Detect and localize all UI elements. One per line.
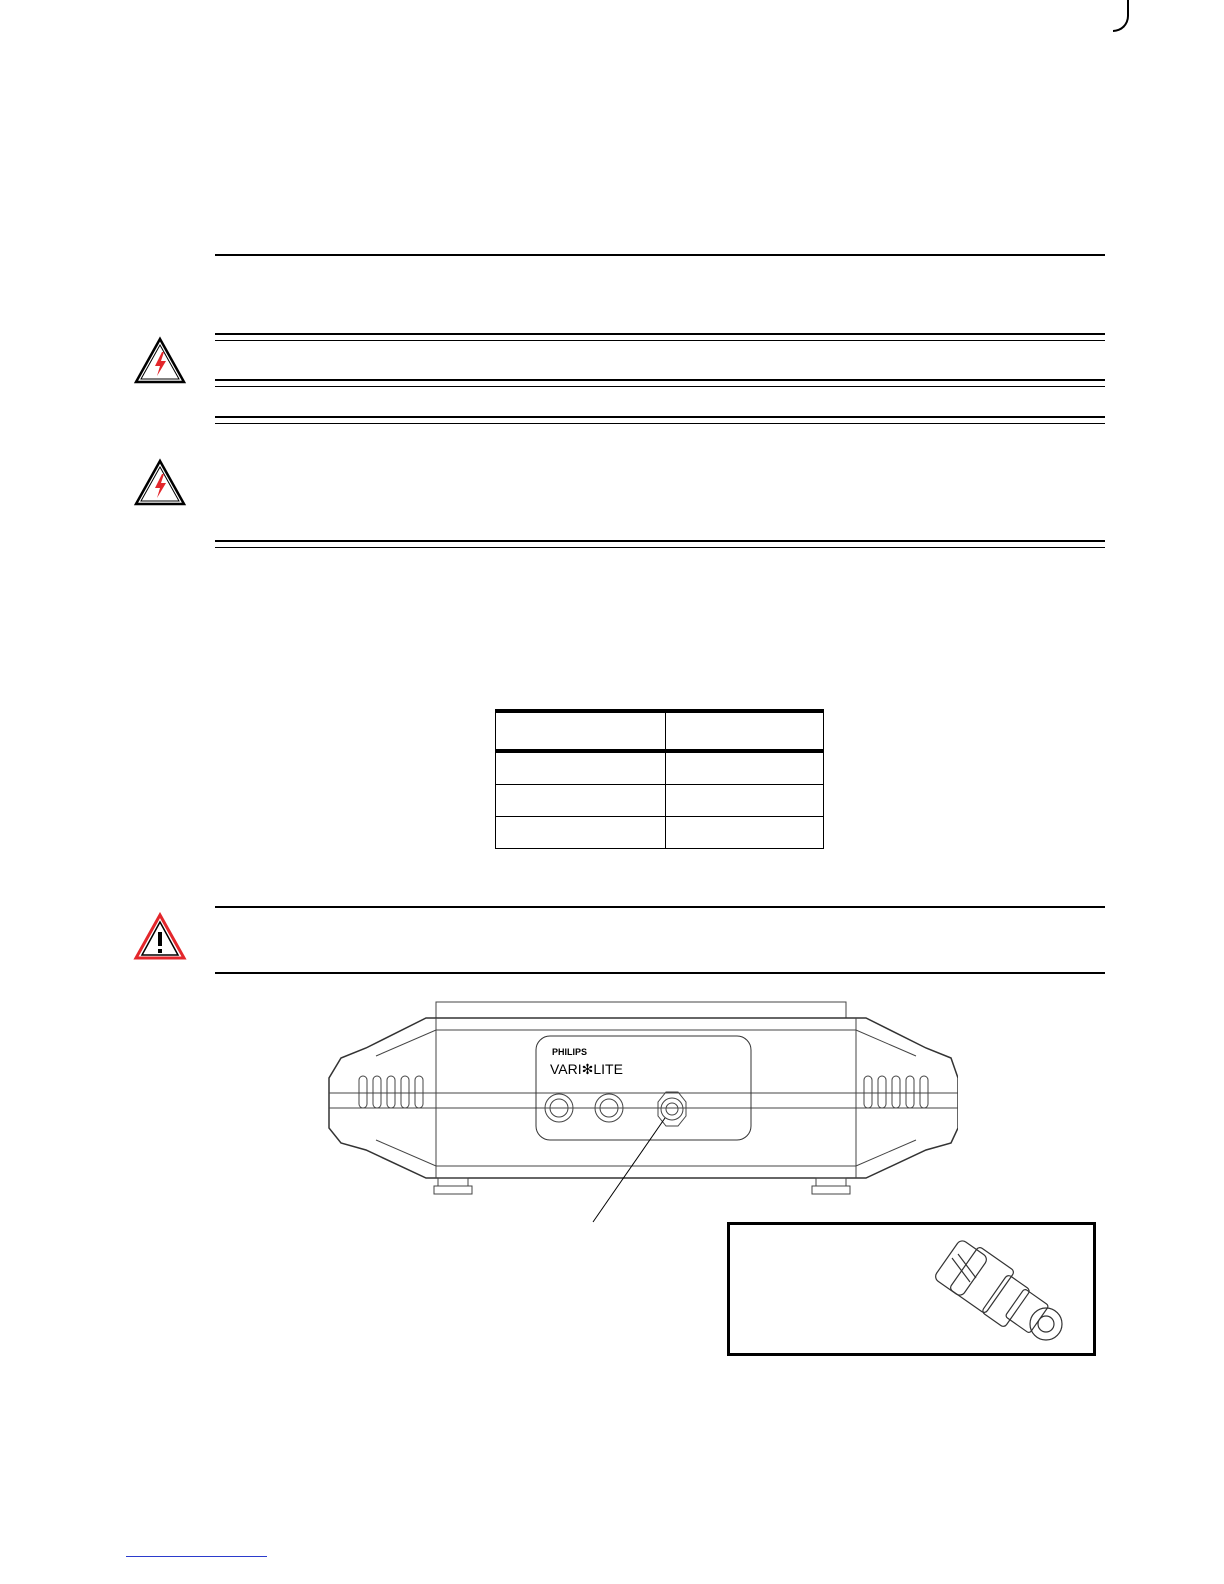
footer-link-underline[interactable] (126, 1556, 267, 1557)
fixture-rear-panel-drawing (326, 998, 958, 1198)
table-header-row (496, 711, 824, 751)
electrical-hazard-icon (133, 336, 187, 386)
warning-1-top-rule (215, 333, 1105, 341)
connector-inset-box (727, 1222, 1096, 1356)
warning-1-bottom-rule (215, 379, 1105, 387)
brand-varilite: VARI✻LITE (550, 1061, 623, 1077)
table-row (496, 785, 824, 817)
brand-philips: PHILIPS (552, 1047, 588, 1057)
spec-table (495, 709, 824, 849)
caution-top-rule (215, 906, 1105, 908)
warning-2-bottom-rule (215, 540, 1105, 548)
page-corner-mark (1113, 0, 1129, 32)
table-row (496, 751, 824, 785)
warning-2-top-rule (215, 416, 1105, 424)
powercon-connector-drawing (930, 1230, 1090, 1354)
electrical-hazard-icon (133, 458, 187, 508)
caution-exclamation-icon (133, 912, 187, 962)
table-row (496, 817, 824, 849)
caution-bottom-rule (215, 972, 1105, 974)
section-rule (215, 254, 1105, 256)
